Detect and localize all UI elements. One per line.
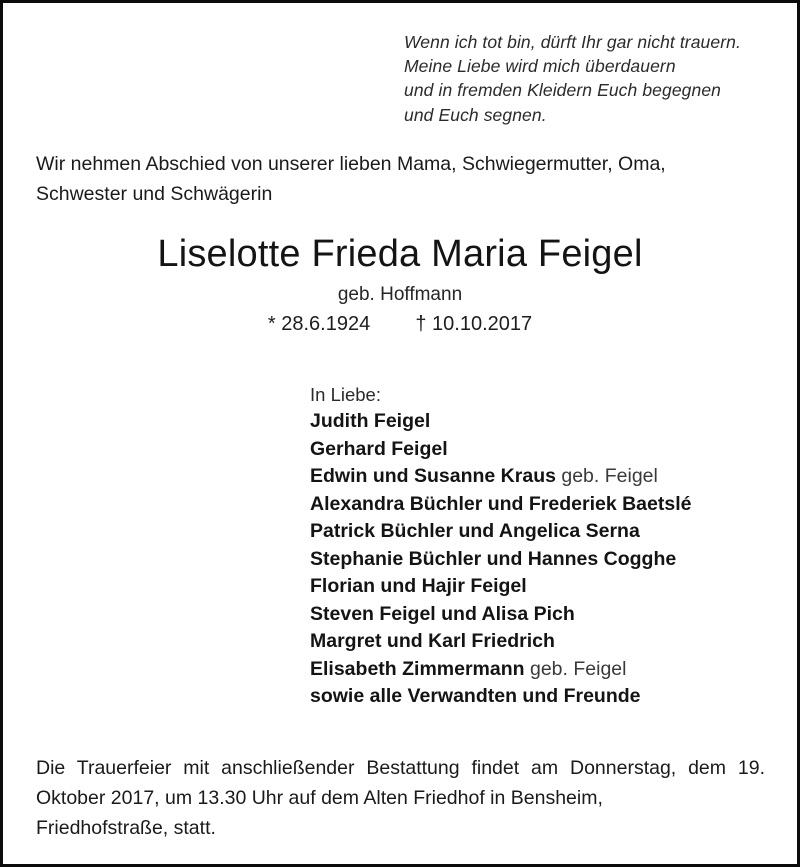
- survivor-name: Gerhard Feigel: [310, 437, 448, 460]
- epigraph-line: Meine Liebe wird mich überdauern: [404, 56, 676, 77]
- epigraph-line: Wenn ich tot bin, dürft Ihr gar nicht trauern.: [404, 32, 741, 52]
- epigraph-line: und in fremden Kleidern Euch begegnen: [404, 80, 721, 101]
- survivor-row: [310, 573, 767, 601]
- survivor-name: Florian und Hajir Feigel: [310, 575, 527, 598]
- epigraph-line: und Euch segnen.: [404, 104, 547, 125]
- survivor-row: [310, 491, 767, 519]
- survivor-name: Judith Feigel: [310, 410, 431, 433]
- service-last-line: Friedhofstraße, statt.: [36, 816, 216, 839]
- death-date: 10.10.2017: [432, 312, 533, 335]
- birth-date: 28.6.1924: [281, 312, 371, 335]
- survivor-name: Elisabeth Zimmermann: [310, 657, 525, 680]
- deceased-name: Liselotte Frieda Maria Feigel: [157, 232, 643, 275]
- survivor-row: [310, 546, 767, 574]
- survivor-row: [310, 518, 767, 546]
- survivor-row: [310, 656, 767, 684]
- intro-text: Wir nehmen Abschied von unserer lieben Mama, Schwiegermutter, Oma,: [36, 152, 666, 175]
- survivor-row: [310, 408, 767, 436]
- survivors-list: [33, 381, 767, 711]
- survivor-row: [310, 463, 767, 491]
- cross-symbol-icon: †: [415, 312, 427, 335]
- survivors-heading: In Liebe:: [310, 383, 381, 405]
- survivor-name: Patrick Büchler und Angelica Serna: [310, 520, 640, 543]
- survivor-row: [310, 436, 767, 464]
- survivor-name: Stephanie Büchler und Hannes Cogghe: [310, 547, 677, 570]
- survivor-maiden-name: geb. Feigel: [555, 465, 658, 488]
- survivor-row: [310, 683, 767, 711]
- deceased-block: [33, 231, 767, 338]
- birth-symbol-icon: *: [267, 312, 276, 335]
- survivor-rows: [310, 408, 767, 711]
- intro-last-line: Schwester und Schwägerin: [36, 182, 273, 205]
- survivor-row: [310, 601, 767, 629]
- survivor-name: Alexandra Büchler und Frederiek Baetslé: [310, 492, 692, 515]
- survivor-maiden-name: geb. Feigel: [524, 657, 627, 680]
- survivor-name: Steven Feigel und Alisa Pich: [310, 602, 575, 625]
- survivor-row: [310, 628, 767, 656]
- life-dates: [33, 311, 767, 338]
- service-details: [33, 753, 767, 843]
- intro-paragraph: [33, 149, 767, 209]
- epigraph-poem: [33, 3, 767, 127]
- service-text: Die Trauerfeier mit anschließender Bestattung findet am Donnerstag, dem 19. Oktober 2017, um 13.30 Uhr auf dem Alten Friedhof in Bensheim,: [36, 756, 765, 809]
- notice-content: [3, 3, 797, 864]
- survivor-name: Edwin und Susanne Kraus: [310, 465, 556, 488]
- deceased-maiden-name: geb. Hoffmann: [337, 283, 463, 305]
- survivor-name: sowie alle Verwandten und Freunde: [310, 685, 641, 708]
- survivor-name: Margret und Karl Friedrich: [310, 630, 555, 653]
